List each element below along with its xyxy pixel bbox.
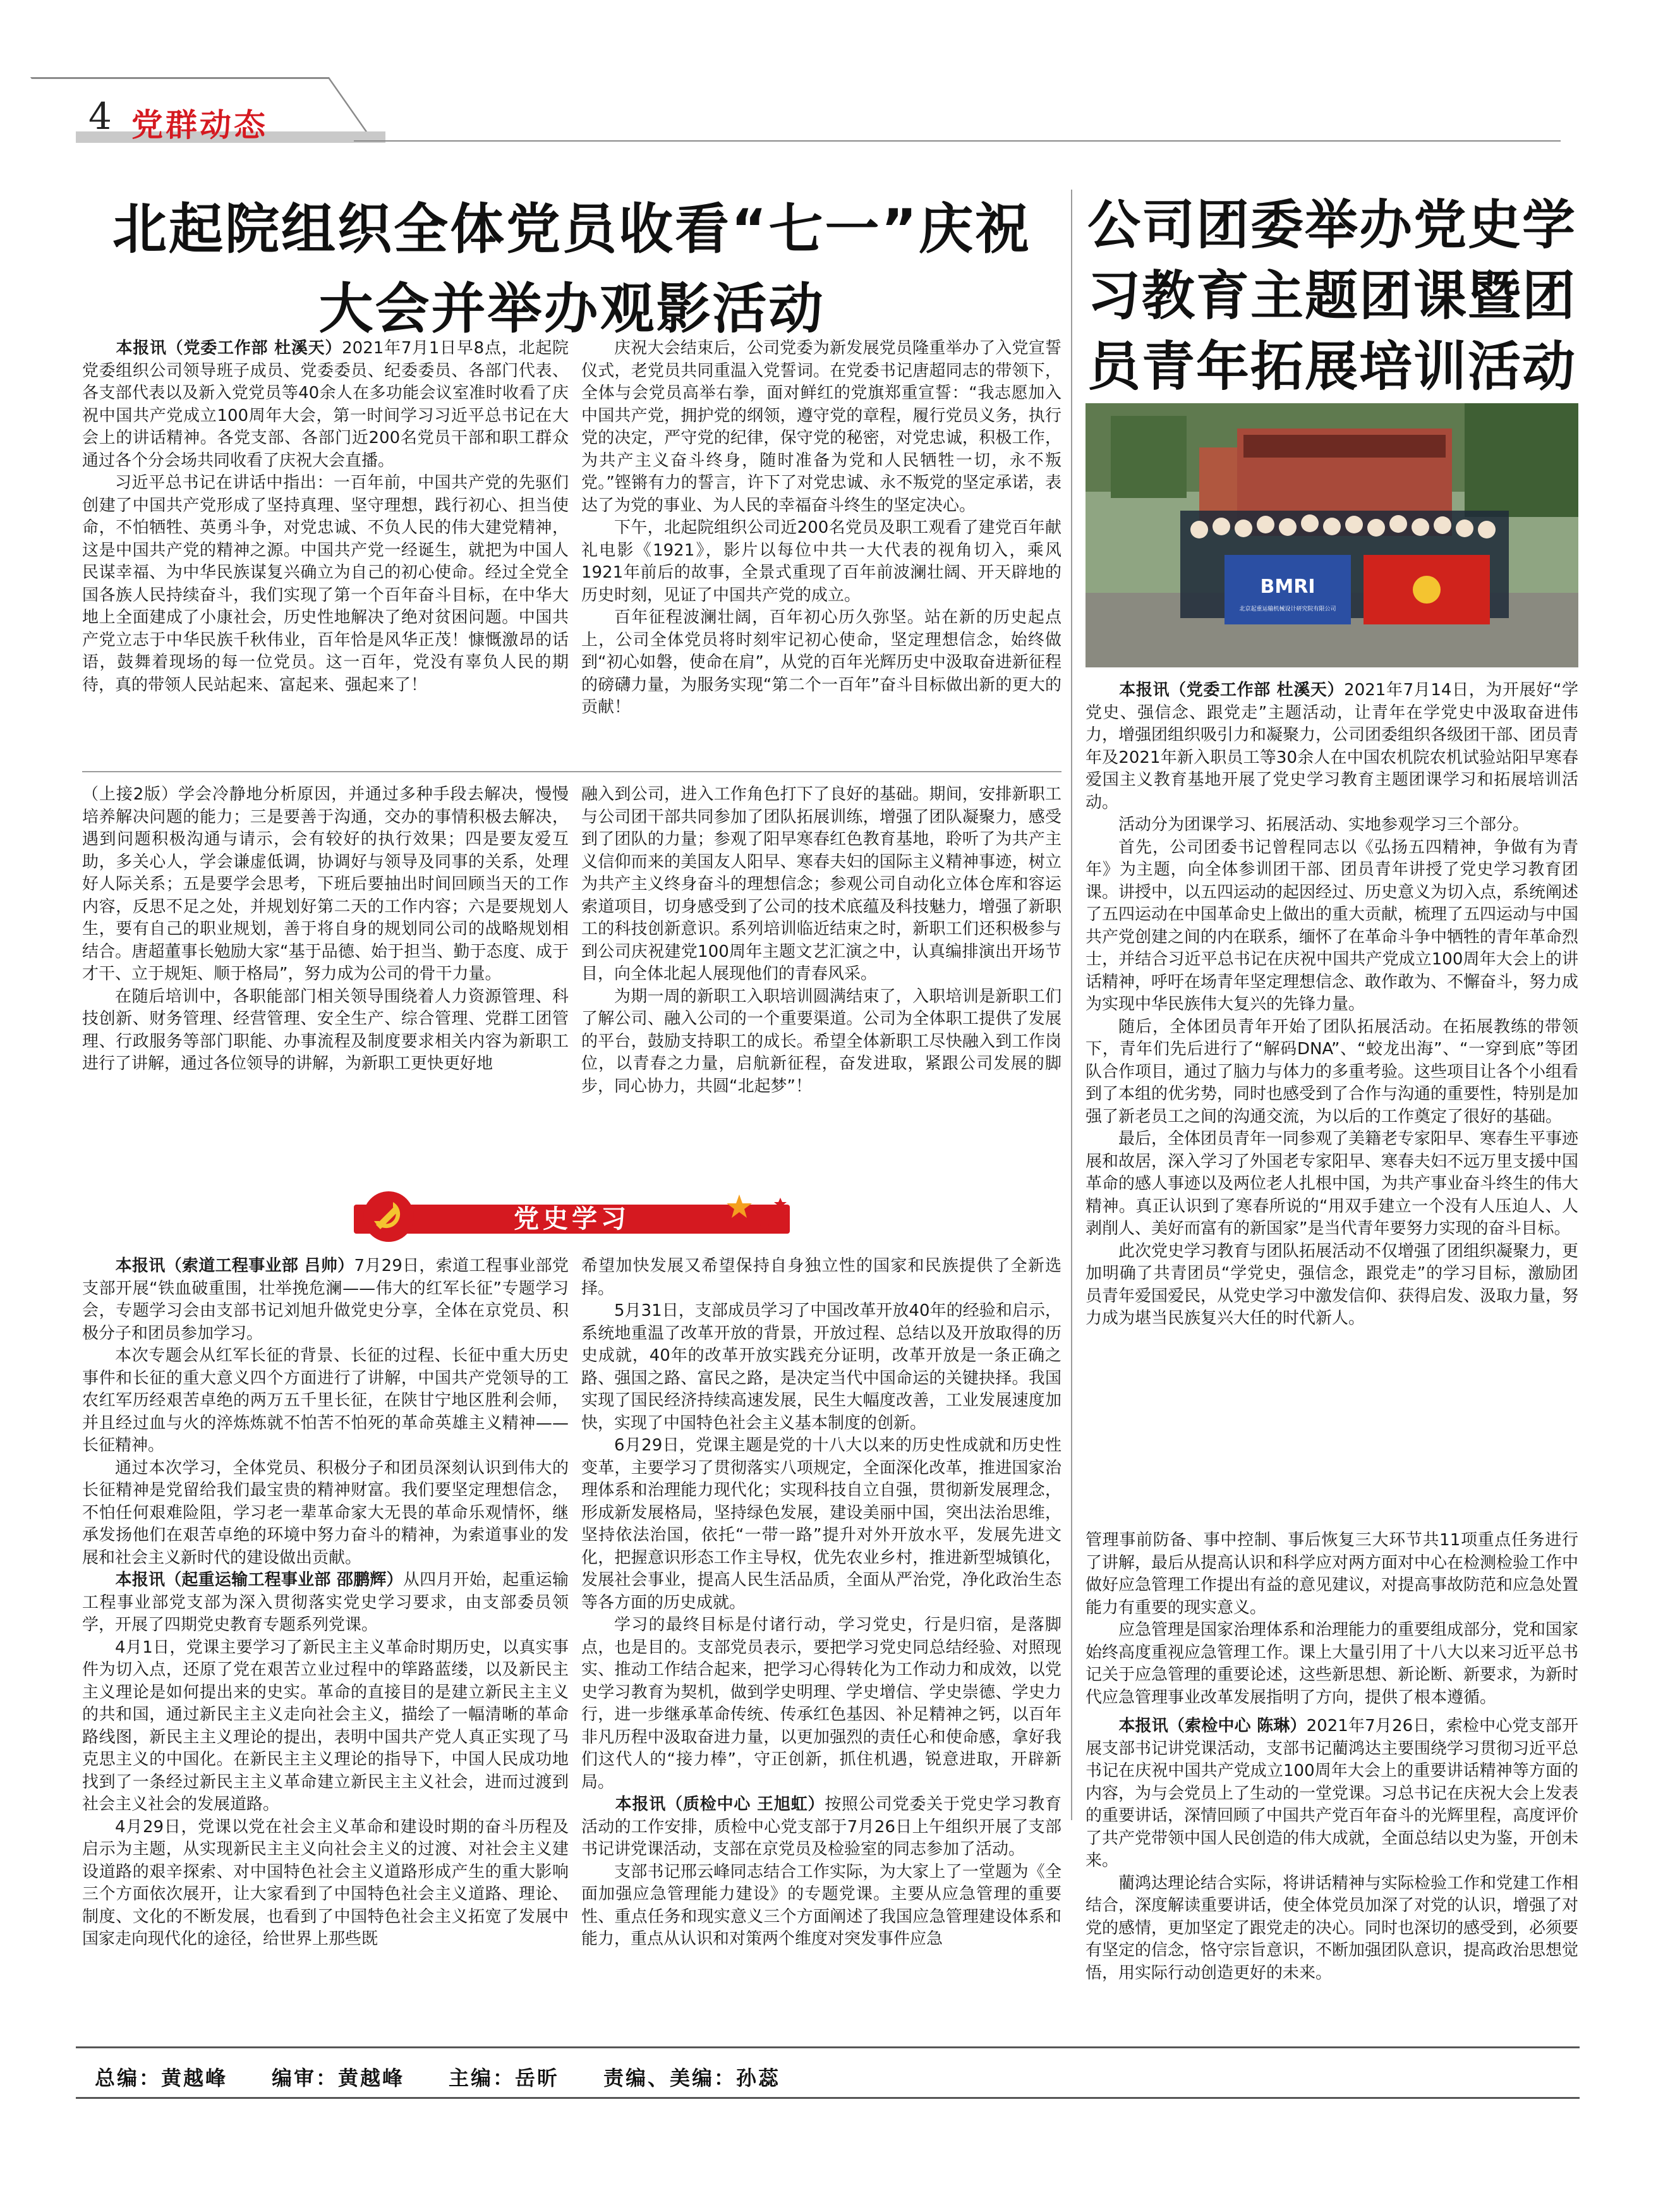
- article3-body: [1085, 679, 1578, 1330]
- section-banner: [354, 1188, 790, 1245]
- article3-text: 2021年7月14日，为开展好“学党史、强信念、跟党走”主题活动，让青年在学党史中汲取奋进伟力，增强团组织吸引力和凝聚力，公司团委组织各级团干部、团员青年及2021年新入职员工等30余人在中国农机院农机试验站阳早寒春爱国主义教育基地开展了党史学习教育主题团课学习和拓展培训活动。: [1085, 681, 1579, 812]
- article4-paragraph: 6月29日，党课主题是党的十八大以来的历史性成就和历史性变革，主要学习了贯彻落实八项规定，全面深化改革，推进国家治理体系和治理能力现代化；实现科技自立自强，贯彻新发展理念，形成新发展格局，坚持绿色发展，建设美丽中国，突出法治思维，坚持依法治国，依托“一带一路”提升对外开放水平，发展先进文化，把握意识形态工作主导权，优先农业乡村，推进新型城镇化，发展社会事业，提高人民生活品质，全面从严治党，净化政治生态等各方面的历史成就。: [581, 1436, 1061, 1612]
- article5-paragraph: [1085, 1715, 1578, 1873]
- article1-headline: [82, 190, 1061, 349]
- article4-byline: 本报讯（索道工程事业部 吕帅）: [115, 1256, 354, 1275]
- article-divider: [82, 771, 1061, 772]
- article4-text: 按照公司党委关于党史学习教育活动的工作安排，质检中心党支部于7月26日上午组织开展了支部书记讲党课活动，支部在京党员及检验室的同志参加了活动。: [581, 1795, 1061, 1859]
- article4-byline: 本报讯（质检中心 王旭虹）: [615, 1795, 825, 1814]
- article4-byline: 本报讯（起重运输工程事业部 邵鹏辉）: [115, 1571, 403, 1589]
- article3-byline: 本报讯（党委工作部 杜溪天）: [1119, 681, 1345, 700]
- article3-paragraph: [1085, 679, 1578, 814]
- article3-paragraph: 随后，全体团员青年开始了团队拓展活动。在拓展教练的带领下，青年们先后进行了“解码DNA”、“蛟龙出海”、“一穿到底”等团队合作项目，通过了脑力与体力的多重考验。这些项目让各个小组看到了本组的优劣势，同时也感受到了合作与沟通的重要性，特别是加强了新老员工之间的沟通交流，为以后的工作奠定了很好的基础。: [1085, 1017, 1579, 1126]
- article2-column-2: [581, 784, 1061, 1098]
- article3-headline-line1: 公司团委举办党史学: [1087, 194, 1576, 256]
- article4-paragraph: 4月29日，党课以党在社会主义革命和建设时期的奋斗历程及启示为主题，从实现新民主主义向社会主义的过渡、对社会主义建设道路的艰辛探索、对中国特色社会主义道路形成产生的重大影响三个方面依次展开，让大家看到了中国特色社会主义道路、理论、制度、文化的不断发展，也看到了中国特色社会主义拓宽了发展中国家走向现代化的途径，给世界上那些既: [82, 1817, 569, 1948]
- column-divider: [1071, 190, 1072, 1820]
- article1-headline-line1: 北起院组织全体党员收看“七一”庆祝: [112, 198, 1032, 261]
- article4-column-1: [82, 1255, 569, 1951]
- article4-paragraph: 通过本次学习，全体党员、积极分子和团员深刻认识到伟大的长征精神是党留给我们最宝贵的精神财富。我们要坚定理想信念，不怕任何艰难险阻，学习老一辈革命家大无畏的革命乐观情怀，继承发扬他们在艰苦卓绝的环境中努力奋斗的精神，为索道事业的发展和社会主义新时代的建设做出贡献。: [82, 1458, 569, 1567]
- article4-paragraph: [82, 1255, 569, 1345]
- bmri-flag-subtitle: 北京起重运输机械设计研究院有限公司: [1239, 606, 1336, 612]
- article3-paragraph: 此次党史学习教育与团队拓展活动不仅增强了团组织凝聚力，更加明确了共青团员“学党史，强信念，跟党走”的学习目标，激励团员青年爱国爱民，从党史学习中激发信仰、获得启发、汲取力量，努力成为堪当民族复兴大任的时代新人。: [1085, 1241, 1579, 1328]
- article4-paragraph: 4月1日，党课主要学习了新民主主义革命时期历史，以真实事件为切入点，还原了党在艰苦立业过程中的筚路蓝缕，以及新民主主义理论是如何提出来的史实。革命的直接目的是建立新民主主义的共和国，通过新民主主义走向社会主义，描绘了一幅清晰的革命路线图，新民主主义理论的提出，表明中国共产党人真正实现了马克思主义的中国化。在新民主主义理论的指导下，中国人民成功地找到了一条经过新民主主义革命建立新民主主义社会，进而过渡到社会主义社会的发展道路。: [82, 1638, 569, 1814]
- article1-byline: 本报讯（党委工作部 杜溪天）: [116, 339, 342, 358]
- article2-paragraph: 在随后培训中，各职能部门相关领导围绕着人力资源管理、科技创新、财务管理、经营管理、安全生产、综合管理、党群工团管理、行政服务等部门职能、办事流程及制度要求相关内容为新职工进行了讲解，通过各位领导的讲解，为新职工更快更好地: [82, 987, 569, 1073]
- article2-paragraph: 为期一周的新职工入职培训圆满结束了，入职培训是新职工们了解公司、融入公司的一个重要渠道。公司为全体职工提供了发展的平台，鼓励支持职工的成长。希望全体新职工尽快融入到工作岗位，以青春之力量，启航新征程，奋发进取，紧跟公司发展的脚步，同心协力，共圆“北起梦”！: [581, 987, 1061, 1096]
- article4-paragraph: 本次专题会从红军长征的背景、长征的过程、长征中重大历史事件和长征的重大意义四个方面进行了讲解，中国共产党领导的工农红军历经艰苦卓绝的两万五千里长征，在陕甘宁地区胜利会师，并且经过血与火的淬炼炼就不怕苦不怕死的革命英雄主义精神——长征精神。: [82, 1346, 569, 1455]
- article1-paragraph: 习近平总书记在讲话中指出：一百年前，中国共产党的先驱们创建了中国共产党形成了坚持真理、坚守理想，践行初心、担当使命，不怕牺牲、英勇斗争，对党忠诚、不负人民的伟大建党精神，这是中国共产党的精神之源。中国共产党一经诞生，就把为中国人民谋幸福、为中华民族谋复兴确立为自己的初心使命。经过全党全国各族人民持续奋斗，我们实现了第一个百年奋斗目标，在中华大地上全面建成了小康社会，历史性地解决了绝对贫困问题。中国共产党立志于中华民族千秋伟业，百年恰是风华正茂！慷慨激昂的话语，鼓舞着现场的每一位党员。这一百年，党没有辜负人民的期待，真的带领人民站起来、富起来、强起来了！: [82, 473, 569, 695]
- article3-headline: [1085, 190, 1578, 402]
- banner-label: 党史学习: [514, 1205, 630, 1234]
- article1-headline-line2: 大会并举办观影活动: [318, 277, 825, 341]
- article2-paragraph: （上接2版）学会冷静地分析原因，并通过多种手段去解决，慢慢培养解决问题的能力；三是要善于沟通，交办的事情积极去解决，遇到问题积极沟通与请示，会有较好的执行效果；四是要友爱互助，多关心人，学会谦虚低调，协调好与领导及同事的关系，处理好人际关系；五是要学会思考，下班后要抽出时间回顾当天的工作内容，反思不足之处，并规划好第二天的工作内容；六是要规划人生，要有自己的职业规划，善于将自身的规划同公司的战略规划相结合。唐超董事长勉励大家“基于品德、始于担当、勤于态度、成于才干、立于规矩、顺于格局”，努力成为公司的骨干力量。: [82, 785, 569, 983]
- footer-credits: 总编：黄越峰 编审：黄越峰 主编：岳昕 责编、美编：孙蕊: [95, 2066, 781, 2090]
- article5-paragraph: 管理事前防备、事中控制、事后恢复三大环节共11项重点任务进行了讲解，最后从提高认识和科学应对两方面对中心在检测检验工作中做好应急管理工作提出有益的意见建议，对提高事故防范和应急处置能力有重要的现实意义。: [1085, 1531, 1579, 1617]
- article4-text: 7月29日，索道工程事业部党支部开展“铁血破重围，壮举挽危澜——伟大的红军长征”专题学习会，专题学习会由支部书记刘旭升做党史分享，全体在京党员、积极分子和团员参加学习。: [82, 1256, 569, 1343]
- footer-rule-top: [76, 2046, 1580, 2048]
- article1-paragraph: 下午，北起院组织公司近200名党员及职工观看了建党百年献礼电影《1921》，影片以每位中共一大代表的视角切入，乘风1921年前后的故事，全景式重现了百年前波澜壮阔、开天辟地的历史时刻，见证了中国共产党的成立。: [581, 518, 1061, 605]
- article4-paragraph: [581, 1794, 1061, 1861]
- article3-paragraph: 首先，公司团委书记曾程同志以《弘扬五四精神，争做有为青年》为主题，向全体参训团干部、团员青年讲授了党史学习教育团课。讲授中，以五四运动的起因经过、历史意义为切入点，系统阐述了五四运动在中国革命史上做出的重大贡献，梳理了五四运动与中国共产党创建之间的内在联系，缅怀了在革命斗争中牺牲的青年革命烈士，并结合习近平总书记在庆祝中国共产党成立100周年大会上的讲话精神，呼吁在场青年坚定理想信念、敢作敢为、不懈奋斗，努力成为实现中华民族伟大复兴的先锋力量。: [1085, 837, 1579, 1014]
- article4-paragraph: [82, 1569, 569, 1637]
- section-title: 党群动态: [131, 107, 268, 143]
- article3-paragraph: 活动分为团课学习、拓展活动、实地参观学习三个部分。: [1118, 815, 1530, 834]
- article1-paragraph: 百年征程波澜壮阔，百年初心历久弥坚。站在新的历史起点上，公司全体党员将时刻牢记初心使命，坚定理想信念，始终做到“初心如磐，使命在肩”，从党的百年光辉历史中汲取奋进新征程的磅礴力量，为服务实现“第二个一百年”奋斗目标做出新的更大的贡献！: [581, 608, 1061, 717]
- article4-paragraph: 5月31日，支部成员学习了中国改革开放40年的经验和启示，系统地重温了改革开放的背景，开放过程、总结以及开放取得的历史成就，40年的改革开放实践充分证明，改革开放是一条正确之路、强国之路、富民之路，是决定当代中国命运的关键抉择。我国实现了国民经济持续高速发展，民生大幅度改善，工业发展速度加快，实现了中国特色社会主义基本制度的创新。: [581, 1301, 1061, 1433]
- article3-headline-line3: 员青年拓展培训活动: [1087, 336, 1576, 398]
- article1-paragraph: 庆祝大会结束后，公司党委为新发展党员隆重举办了入党宣誓仪式，老党员共同重温入党誓词。在党委书记唐超同志的带领下，全体与会党员高举右拳，面对鲜红的党旗郑重宣誓：“我志愿加入中国共产党，拥护党的纲领，遵守党的章程，履行党员义务，执行党的决定，严守党的纪律，保守党的秘密，对党忠诚，积极工作，为共产主义奋斗终身，随时准备为党和人民牺牲一切，永不叛党。”铿锵有力的誓言，许下了对党忠诚、永不叛党的坚定承诺，表达了为党的事业、为人民的幸福奋斗终生的坚定决心。: [581, 339, 1061, 515]
- article1-text: 2021年7月1日早8点，北起院党委组织公司领导班子成员、党委委员、纪委委员、各部门代表、各支部代表以及新入党党员等40余人在多功能会议室准时收看了庆祝中国共产党成立100周年大会，第一时间学习习近平总书记在大会上的讲话精神。各党支部、各部门近200名党员干部和职工群众通过各个分会场共同收看了庆祝大会直播。: [82, 339, 569, 470]
- article1-column-2: [581, 337, 1061, 719]
- article4-paragraph: 支部书记邢云峰同志结合工作实际，为大家上了一堂题为《全面加强应急管理能力建设》的专题党课。主要从应急管理的重要性、重点任务和现实意义三个方面阐述了我国应急管理建设体系和能力，重点从认识和对策两个维度对突发事件应急: [581, 1862, 1061, 1948]
- article3-headline-line2: 习教育主题团课暨团: [1087, 265, 1576, 327]
- article2-column-1: [82, 784, 569, 1076]
- stars-decoration-icon: [720, 1188, 790, 1245]
- article2-paragraph: 融入到公司，进入工作角色打下了良好的基础。期间，安排新职工与公司团干部共同参加了团队拓展训练，增强了团队凝聚力，感受到了团队的力量；参观了阳早寒春红色教育基地，聆听了为共产主义信仰而来的美国友人阳早、寒春夫妇的国际主义精神事迹，树立为共产主义终身奋斗的理想信念；参观公司自动化立体仓库和容运索道项目，切身感受到了公司的技术底蕴及科技魅力，增强了新职工的科技创新意识。系列培训临近结束之时，新职工们还积极参与到公司庆祝建党100周年主题文艺汇演之中，认真编排演出开场节目，向全体北起人展现他们的青春风采。: [581, 785, 1061, 983]
- team-photo-illustration: [1085, 403, 1578, 667]
- bmri-flag-logo: BMRI: [1260, 576, 1315, 598]
- article3-paragraph: 最后，全体团员青年一同参观了美籍老专家阳早、寒春生平事迹展和故居，深入学习了外国老专家阳早、寒春夫妇不远万里支援中国革命的感人事迹以及两位老人扎根中国，为共产事业奋斗终生的伟大精神。真正认识到了寒春所说的“用双手建立一个没有人压迫人、人剥削人、美好而富有的新国家”是当代青年要努力实现的奋斗目标。: [1085, 1129, 1579, 1238]
- article5-byline: 本报讯（索检中心 陈琳）: [1118, 1717, 1307, 1735]
- article4-column-2: [581, 1255, 1061, 1951]
- team-photo: [1085, 403, 1578, 667]
- article5-paragraph: 应急管理是国家治理体系和治理能力的重要组成部分，党和国家始终高度重视应急管理工作。课上大量引用了十八大以来习近平总书记关于应急管理的重要论述，这些新思想、新论断、新要求，为新时代应急管理事业改革发展指明了方向，提供了根本遵循。: [1085, 1620, 1579, 1707]
- article1-column-1: [82, 337, 569, 696]
- header-rule: [354, 140, 1561, 142]
- page-number: 4: [88, 95, 112, 138]
- article4-paragraph: 学习的最终目标是付诸行动，学习党史，行是归宿，是落脚点，也是目的。支部党员表示，要把学习党史同总结经验、对照现实、推动工作结合起来，把学习心得转化为工作动力和成效，以党史学习教育为契机，做到学史明理、学史增信、学史崇德、学史力行，进一步继承革命传统、传承红色基因、补足精神之钙，以百年非凡历程中汲取奋进力量，以更加强烈的责任心和使命感，拿好我们这代人的“接力棒”，守正创新，抓住机遇，锐意进取，开辟新局。: [581, 1615, 1061, 1792]
- article5-paragraph: 藺鸿达理论结合实际，将讲话精神与实际检验工作和党建工作相结合，深度解读重要讲话，使全体党员加深了对党的认识，增强了对党的感情，更加坚定了跟党走的决心。同时也深切的感受到，必须要有坚定的信念，恪守宗旨意识，不断加强团队意识，提高政治思想觉悟，用实际行动创造更好的未来。: [1085, 1873, 1579, 1983]
- article5-text: 2021年7月26日，索检中心党支部开展支部书记讲党课活动，支部书记藺鸿达主要围绕学习贯彻习近平总书记在庆祝中国共产党成立100周年大会上的重要讲话精神等方面的内容，为与会党员上了生动的一堂党课。习总书记在庆祝大会上发表的重要讲话，深情回顾了中国共产党百年奋斗的光辉里程，高度评价了共产党带领中国人民创造的伟大成就，全面总结以史为鉴，开创未来。: [1085, 1717, 1579, 1870]
- footer-rule-bottom: [76, 2097, 1580, 2099]
- article1-paragraph: [82, 337, 569, 472]
- article5-body: [1085, 1529, 1578, 1984]
- article4-text: 从四月开始，起重运输工程事业部党支部为深入贯彻落实党史学习要求，由支部委员领学，开展了四期党史教育专题系列党课。: [82, 1571, 569, 1634]
- article4-paragraph: 希望加快发展又希望保持自身独立性的国家和民族提供了全新选择。: [581, 1256, 1061, 1298]
